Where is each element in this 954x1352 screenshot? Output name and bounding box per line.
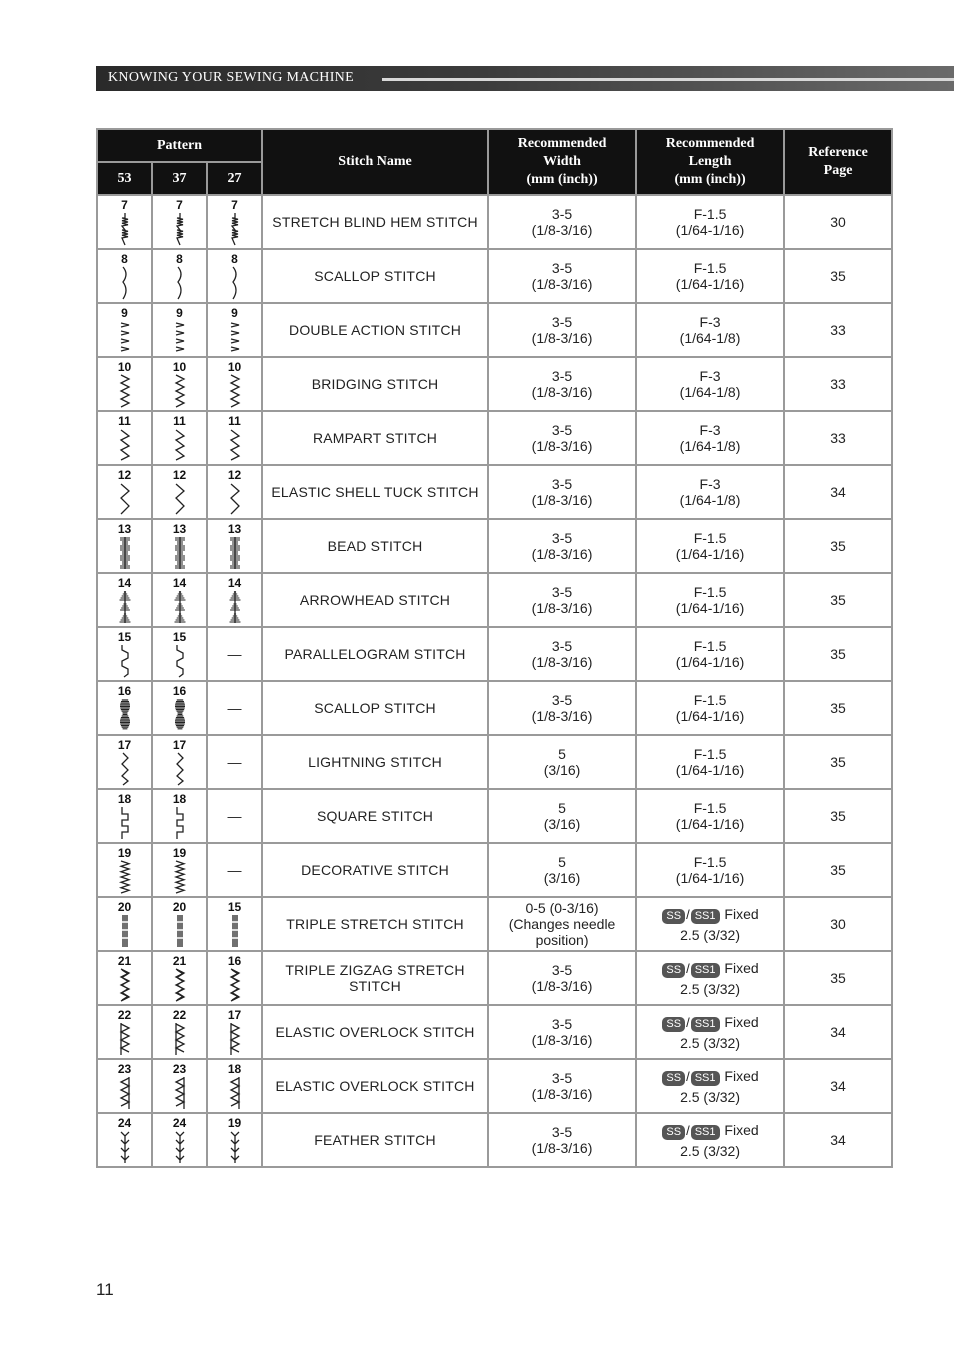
pattern-cell <box>152 897 207 951</box>
reference-page: 33 <box>784 411 892 465</box>
pattern-cell <box>97 951 152 1005</box>
square-icon <box>118 806 132 840</box>
pattern-number: 8 <box>121 251 128 266</box>
table-row <box>97 465 892 519</box>
pattern-number: 18 <box>227 1061 242 1076</box>
pattern-number: 9 <box>231 305 238 320</box>
triple-zigzag-icon <box>228 968 242 1002</box>
pattern-cell <box>97 357 152 411</box>
reference-page: 34 <box>784 1059 892 1113</box>
pattern-cell <box>152 195 207 249</box>
stitch-name-header: Stitch Name <box>262 129 488 195</box>
fixed-label: Fixed <box>724 1013 759 1030</box>
overlock-a-icon <box>118 1022 132 1056</box>
overlock-b-icon <box>228 1076 242 1110</box>
pattern-cell <box>207 843 262 897</box>
not-available-dash: — <box>227 862 242 878</box>
pattern-number: 7 <box>231 197 238 212</box>
ss1-badge: SS1 <box>691 1071 720 1086</box>
pattern-cell <box>207 951 262 1005</box>
stitch-name: PARALLELOGRAM STITCH <box>262 627 488 681</box>
stitch-name: ELASTIC SHELL TUCK STITCH <box>262 465 488 519</box>
arrowhead-icon <box>228 590 242 624</box>
recommended-length: F-3 (1/64-1/8) <box>636 357 784 411</box>
blind-hem-icon <box>173 212 187 246</box>
pattern-number: 8 <box>176 251 183 266</box>
recommended-width: 3-5 (1/8-3/16) <box>488 195 636 249</box>
recommended-width: 3-5 (1/8-3/16) <box>488 1005 636 1059</box>
pattern-cell <box>152 1113 207 1167</box>
triple-zigzag-icon <box>118 968 132 1002</box>
recommended-length: F-1.5 (1/64-1/16) <box>636 195 784 249</box>
pattern-header: Pattern <box>97 129 262 162</box>
pattern-cell <box>152 519 207 573</box>
decorative-icon <box>118 860 132 894</box>
fixed-label: Fixed <box>724 1121 759 1138</box>
pattern-number: 22 <box>172 1007 187 1022</box>
pattern-number: 14 <box>172 575 187 590</box>
recommended-length: F-1.5 (1/64-1/16) <box>636 519 784 573</box>
recommended-length: F-1.5 (1/64-1/16) <box>636 735 784 789</box>
fixed-value: 2.5 (3/32) <box>680 1088 740 1105</box>
fixed-value: 2.5 (3/32) <box>680 926 740 943</box>
parallelogram-icon <box>173 644 187 678</box>
pattern-cell <box>207 357 262 411</box>
not-available-dash: — <box>227 646 242 662</box>
recommended-width: 3-5 (1/8-3/16) <box>488 573 636 627</box>
table-row <box>97 897 892 951</box>
pattern-cell <box>97 411 152 465</box>
reference-page: 35 <box>784 249 892 303</box>
stitch-name: DECORATIVE STITCH <box>262 843 488 897</box>
reference-page: 33 <box>784 357 892 411</box>
pattern-number: 10 <box>117 359 132 374</box>
scallop-satin-icon <box>118 698 132 732</box>
pattern-cell <box>207 681 262 735</box>
table-row <box>97 951 892 1005</box>
ss1-badge: SS1 <box>691 909 720 924</box>
stitch-name: DOUBLE ACTION STITCH <box>262 303 488 357</box>
double-action-icon <box>228 320 242 354</box>
recommended-width: 3-5 (1/8-3/16) <box>488 1059 636 1113</box>
pattern-cell <box>152 303 207 357</box>
pattern-number: 15 <box>117 629 132 644</box>
reference-header: Reference Page <box>784 129 892 195</box>
overlock-b-icon <box>118 1076 132 1110</box>
overlock-a-icon <box>173 1022 187 1056</box>
pattern-number: 16 <box>172 683 187 698</box>
pattern-number: 19 <box>227 1115 242 1130</box>
recommended-width: 3-5 (1/8-3/16) <box>488 519 636 573</box>
triple-stretch-icon <box>118 914 132 948</box>
recommended-width: 3-5 (1/8-3/16) <box>488 465 636 519</box>
stitch-name: RAMPART STITCH <box>262 411 488 465</box>
pattern-cell <box>97 681 152 735</box>
rampart-icon <box>228 428 242 462</box>
pattern-number: 14 <box>117 575 132 590</box>
lightning-icon <box>173 752 187 786</box>
recommended-width: 3-5 (1/8-3/16) <box>488 303 636 357</box>
recommended-length: F-3 (1/64-1/8) <box>636 465 784 519</box>
fixed-label: Fixed <box>724 959 759 976</box>
pattern-number: 17 <box>172 737 187 752</box>
pattern-number: 20 <box>172 899 187 914</box>
reference-page: 35 <box>784 951 892 1005</box>
bead-icon <box>228 536 242 570</box>
header-rule <box>382 78 954 81</box>
length-header: Recommended Length (mm (inch)) <box>636 129 784 195</box>
pattern-cell <box>97 789 152 843</box>
pattern-cell <box>152 573 207 627</box>
pattern-cell <box>207 303 262 357</box>
ss-badge: SS <box>662 1017 685 1032</box>
recommended-width: 3-5 (1/8-3/16) <box>488 411 636 465</box>
pattern-number: 10 <box>227 359 242 374</box>
pattern-cell <box>207 1113 262 1167</box>
rampart-icon <box>173 428 187 462</box>
square-icon <box>173 806 187 840</box>
pattern-number: 15 <box>172 629 187 644</box>
pattern-number: 14 <box>227 575 242 590</box>
stitch-name: TRIPLE STRETCH STITCH <box>262 897 488 951</box>
recommended-length: F-1.5 (1/64-1/16) <box>636 627 784 681</box>
pattern-cell <box>207 789 262 843</box>
reference-page: 35 <box>784 789 892 843</box>
bridging-icon <box>173 374 187 408</box>
pattern-cell <box>207 465 262 519</box>
triple-zigzag-icon <box>173 968 187 1002</box>
recommended-width: 3-5 (1/8-3/16) <box>488 1113 636 1167</box>
bead-icon <box>118 536 132 570</box>
pattern-cell <box>97 1059 152 1113</box>
recommended-width: 5 (3/16) <box>488 735 636 789</box>
page-number: 11 <box>96 1280 114 1299</box>
pattern-cell <box>97 843 152 897</box>
scallop-icon <box>173 266 187 300</box>
feather-icon <box>228 1130 242 1164</box>
pattern-number: 19 <box>172 845 187 860</box>
reference-page: 30 <box>784 897 892 951</box>
pattern-number: 23 <box>172 1061 187 1076</box>
stitch-name: TRIPLE ZIGZAG STRETCH STITCH <box>262 951 488 1005</box>
pattern-number: 20 <box>117 899 132 914</box>
pattern-number: 17 <box>227 1007 242 1022</box>
double-action-icon <box>173 320 187 354</box>
pattern-cell <box>152 951 207 1005</box>
table-row <box>97 681 892 735</box>
triple-stretch-icon <box>173 914 187 948</box>
pattern-number: 18 <box>117 791 132 806</box>
pattern-cell <box>152 843 207 897</box>
bridging-icon <box>118 374 132 408</box>
stitch-table <box>96 128 893 1168</box>
pattern-number: 12 <box>172 467 187 482</box>
recommended-length: SS / SS1 Fixed 2.5 (3/32) <box>636 1059 784 1113</box>
pattern-cell <box>152 465 207 519</box>
double-action-icon <box>118 320 132 354</box>
model-53-header: 53 <box>97 162 152 195</box>
bead-icon <box>173 536 187 570</box>
pattern-number: 16 <box>227 953 242 968</box>
reference-page: 35 <box>784 681 892 735</box>
pattern-number: 11 <box>173 413 186 428</box>
stitch-name: ARROWHEAD STITCH <box>262 573 488 627</box>
fixed-value: 2.5 (3/32) <box>680 980 740 997</box>
reference-page: 33 <box>784 303 892 357</box>
pattern-number: 7 <box>176 197 183 212</box>
reference-page: 35 <box>784 627 892 681</box>
recommended-width: 5 (3/16) <box>488 789 636 843</box>
stitch-name: SQUARE STITCH <box>262 789 488 843</box>
reference-page: 35 <box>784 735 892 789</box>
stitch-name: LIGHTNING STITCH <box>262 735 488 789</box>
section-header-bar <box>96 66 954 91</box>
pattern-number: 24 <box>172 1115 187 1130</box>
ss-badge: SS <box>662 909 685 924</box>
pattern-number: 13 <box>172 521 187 536</box>
recommended-length: SS / SS1 Fixed 2.5 (3/32) <box>636 1005 784 1059</box>
recommended-width: 3-5 (1/8-3/16) <box>488 951 636 1005</box>
pattern-cell <box>152 357 207 411</box>
recommended-length: F-1.5 (1/64-1/16) <box>636 843 784 897</box>
pattern-number: 15 <box>227 899 242 914</box>
recommended-width: 3-5 (1/8-3/16) <box>488 357 636 411</box>
table-row <box>97 1005 892 1059</box>
fixed-value: 2.5 (3/32) <box>680 1142 740 1159</box>
pattern-number: 9 <box>121 305 128 320</box>
pattern-cell <box>152 681 207 735</box>
model-27-header: 27 <box>207 162 262 195</box>
recommended-length: SS / SS1 Fixed 2.5 (3/32) <box>636 951 784 1005</box>
bridging-icon <box>228 374 242 408</box>
pattern-cell <box>207 897 262 951</box>
pattern-number: 10 <box>172 359 187 374</box>
blind-hem-icon <box>228 212 242 246</box>
pattern-cell <box>152 1005 207 1059</box>
shell-tuck-icon <box>118 482 132 516</box>
blind-hem-icon <box>118 212 132 246</box>
pattern-number: 11 <box>118 413 131 428</box>
shell-tuck-icon <box>228 482 242 516</box>
reference-page: 30 <box>784 195 892 249</box>
pattern-cell <box>152 249 207 303</box>
recommended-width: 3-5 (1/8-3/16) <box>488 681 636 735</box>
pattern-cell <box>207 573 262 627</box>
reference-page: 34 <box>784 1113 892 1167</box>
stitch-name: STRETCH BLIND HEM STITCH <box>262 195 488 249</box>
pattern-cell <box>97 573 152 627</box>
reference-page: 34 <box>784 1005 892 1059</box>
pattern-number: 21 <box>117 953 132 968</box>
ss-badge: SS <box>662 1125 685 1140</box>
pattern-number: 19 <box>117 845 132 860</box>
pattern-number: 9 <box>176 305 183 320</box>
scallop-icon <box>228 266 242 300</box>
pattern-number: 24 <box>117 1115 132 1130</box>
pattern-number: 13 <box>227 521 242 536</box>
overlock-b-icon <box>173 1076 187 1110</box>
pattern-number: 21 <box>172 953 187 968</box>
recommended-length: SS / SS1 Fixed 2.5 (3/32) <box>636 897 784 951</box>
recommended-width: 0-5 (0-3/16) (Changes needle position) <box>488 897 636 951</box>
table-row <box>97 627 892 681</box>
scallop-satin-icon <box>173 698 187 732</box>
overlock-a-icon <box>228 1022 242 1056</box>
pattern-number: 23 <box>117 1061 132 1076</box>
pattern-cell <box>207 627 262 681</box>
table-row <box>97 411 892 465</box>
reference-page: 35 <box>784 573 892 627</box>
stitch-name: FEATHER STITCH <box>262 1113 488 1167</box>
pattern-number: 17 <box>117 737 132 752</box>
recommended-length: SS / SS1 Fixed 2.5 (3/32) <box>636 1113 784 1167</box>
pattern-number: 12 <box>117 467 132 482</box>
pattern-cell <box>152 1059 207 1113</box>
recommended-length: F-3 (1/64-1/8) <box>636 303 784 357</box>
pattern-cell <box>97 1113 152 1167</box>
fixed-label: Fixed <box>724 905 759 922</box>
table-row <box>97 357 892 411</box>
pattern-cell <box>97 627 152 681</box>
recommended-length: F-1.5 (1/64-1/16) <box>636 789 784 843</box>
pattern-cell <box>97 1005 152 1059</box>
pattern-cell <box>152 627 207 681</box>
pattern-cell <box>207 735 262 789</box>
pattern-cell <box>97 303 152 357</box>
reference-page: 34 <box>784 465 892 519</box>
fixed-label: Fixed <box>724 1067 759 1084</box>
ss-badge: SS <box>662 963 685 978</box>
recommended-length: F-3 (1/64-1/8) <box>636 411 784 465</box>
shell-tuck-icon <box>173 482 187 516</box>
pattern-cell <box>152 789 207 843</box>
table-row <box>97 573 892 627</box>
not-available-dash: — <box>227 700 242 716</box>
table-row <box>97 195 892 249</box>
reference-page: 35 <box>784 519 892 573</box>
pattern-number: 11 <box>228 413 241 428</box>
table-body <box>97 195 892 1167</box>
decorative-icon <box>173 860 187 894</box>
ss-badge: SS <box>662 1071 685 1086</box>
pattern-cell <box>207 249 262 303</box>
arrowhead-icon <box>173 590 187 624</box>
scallop-icon <box>118 266 132 300</box>
model-37-header: 37 <box>152 162 207 195</box>
pattern-cell <box>207 519 262 573</box>
recommended-width: 5 (3/16) <box>488 843 636 897</box>
pattern-cell <box>97 465 152 519</box>
rampart-icon <box>118 428 132 462</box>
table-row <box>97 249 892 303</box>
pattern-cell <box>152 735 207 789</box>
fixed-value: 2.5 (3/32) <box>680 1034 740 1051</box>
table-row <box>97 735 892 789</box>
pattern-cell <box>97 897 152 951</box>
ss1-badge: SS1 <box>691 963 720 978</box>
pattern-cell <box>207 411 262 465</box>
parallelogram-icon <box>118 644 132 678</box>
pattern-number: 18 <box>172 791 187 806</box>
pattern-cell <box>97 735 152 789</box>
reference-page: 35 <box>784 843 892 897</box>
pattern-number: 13 <box>117 521 132 536</box>
recommended-length: F-1.5 (1/64-1/16) <box>636 573 784 627</box>
table-row <box>97 843 892 897</box>
feather-icon <box>173 1130 187 1164</box>
feather-icon <box>118 1130 132 1164</box>
stitch-name: BRIDGING STITCH <box>262 357 488 411</box>
arrowhead-icon <box>118 590 132 624</box>
lightning-icon <box>118 752 132 786</box>
table-row <box>97 1113 892 1167</box>
table-row <box>97 1059 892 1113</box>
pattern-cell <box>97 519 152 573</box>
pattern-number: 7 <box>121 197 128 212</box>
stitch-name: BEAD STITCH <box>262 519 488 573</box>
ss1-badge: SS1 <box>691 1017 720 1032</box>
table-row <box>97 519 892 573</box>
stitch-name: SCALLOP STITCH <box>262 249 488 303</box>
pattern-number: 16 <box>117 683 132 698</box>
stitch-name: ELASTIC OVERLOCK STITCH <box>262 1005 488 1059</box>
pattern-number: 12 <box>227 467 242 482</box>
table-row <box>97 303 892 357</box>
stitch-name: SCALLOP STITCH <box>262 681 488 735</box>
section-title: KNOWING YOUR SEWING MACHINE <box>108 70 354 85</box>
stitch-name: ELASTIC OVERLOCK STITCH <box>262 1059 488 1113</box>
table-row <box>97 789 892 843</box>
not-available-dash: — <box>227 808 242 824</box>
recommended-width: 3-5 (1/8-3/16) <box>488 249 636 303</box>
recommended-length: F-1.5 (1/64-1/16) <box>636 681 784 735</box>
width-header: Recommended Width (mm (inch)) <box>488 129 636 195</box>
pattern-cell <box>207 195 262 249</box>
pattern-cell <box>97 249 152 303</box>
pattern-cell <box>207 1059 262 1113</box>
pattern-cell <box>207 1005 262 1059</box>
not-available-dash: — <box>227 754 242 770</box>
pattern-number: 8 <box>231 251 238 266</box>
pattern-cell <box>97 195 152 249</box>
pattern-cell <box>152 411 207 465</box>
pattern-number: 22 <box>117 1007 132 1022</box>
ss1-badge: SS1 <box>691 1125 720 1140</box>
triple-stretch-icon <box>228 914 242 948</box>
recommended-width: 3-5 (1/8-3/16) <box>488 627 636 681</box>
recommended-length: F-1.5 (1/64-1/16) <box>636 249 784 303</box>
